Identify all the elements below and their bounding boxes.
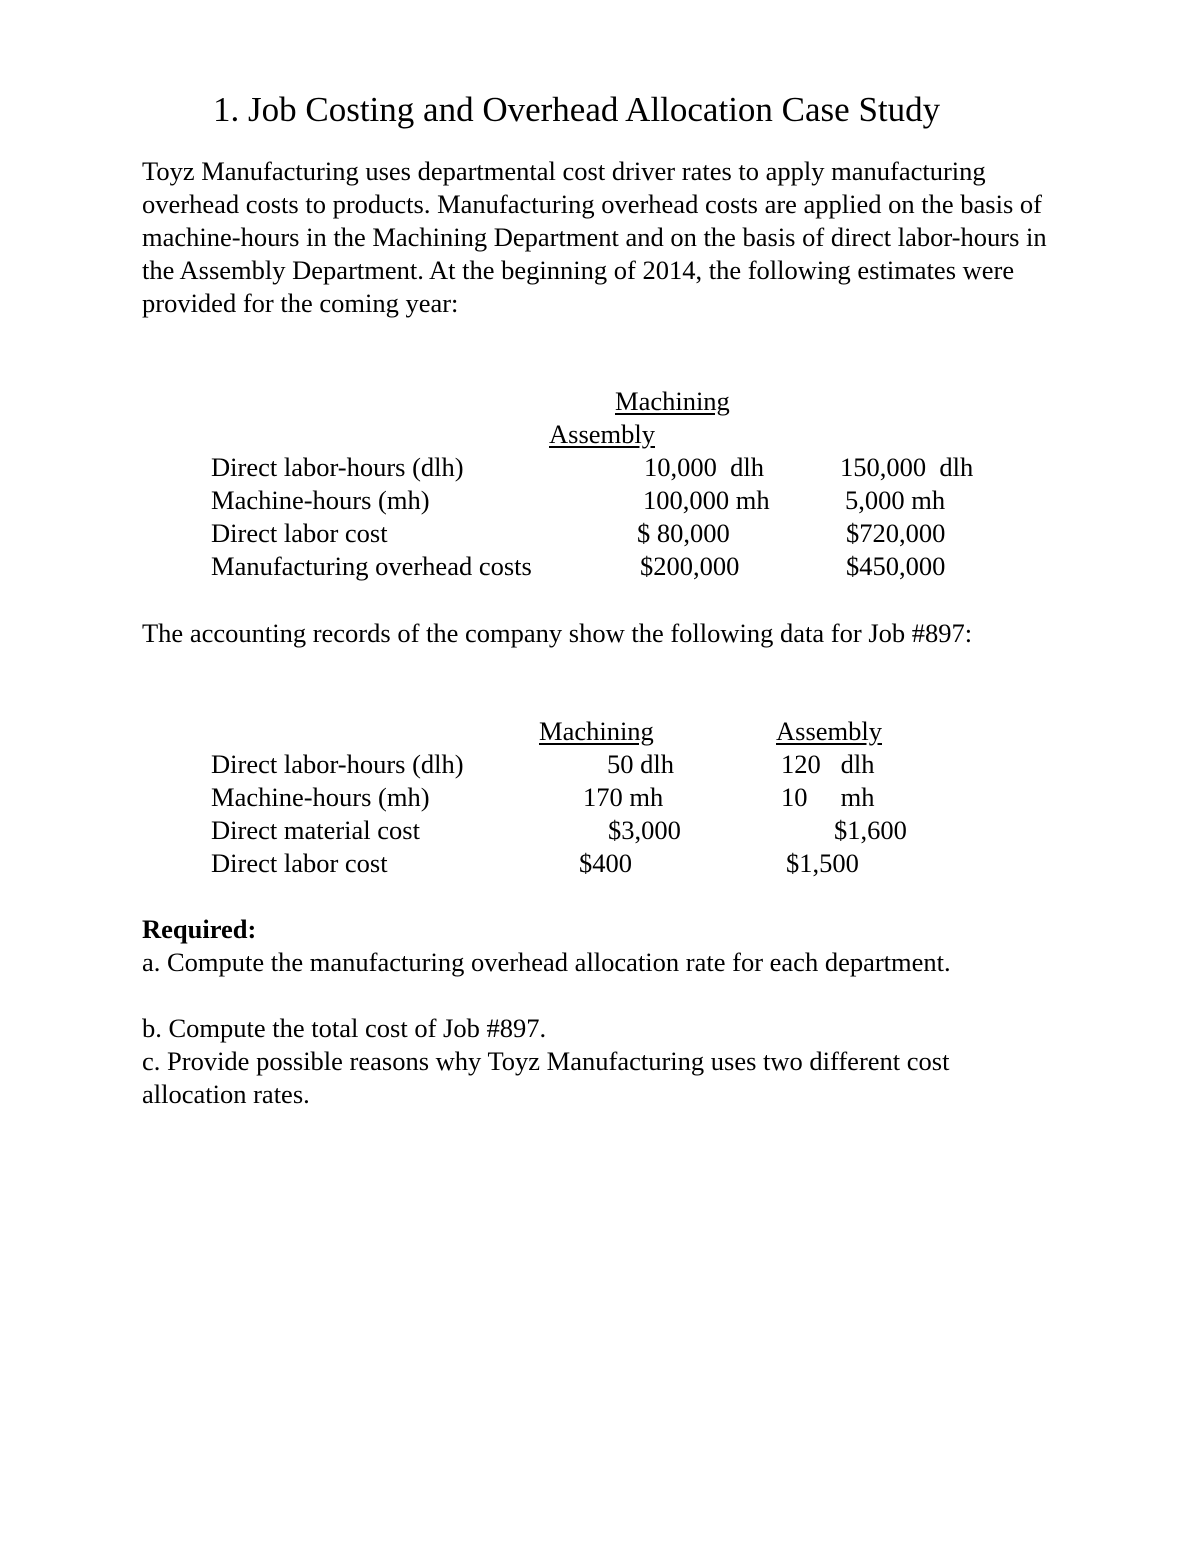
records-paragraph: The accounting records of the company show the following data for Job #897: (142, 618, 973, 648)
row-label: Direct labor-hours (dlh) (211, 452, 464, 482)
assembly-value: $450,000 (846, 551, 946, 581)
assembly-value: $1,600 (834, 815, 907, 845)
machining-value: 170 mh (583, 782, 664, 812)
row-label: Direct material cost (211, 815, 420, 845)
job-header-assembly: Assembly (776, 716, 882, 746)
row-label: Manufacturing overhead costs (211, 551, 532, 581)
required-heading: Required: (142, 914, 257, 944)
row-label: Machine-hours (mh) (211, 782, 430, 812)
required-item-b: b. Compute the total cost of Job #897. (142, 1013, 547, 1043)
required-item-a: a. Compute the manufacturing overhead allocation rate for each department. (142, 947, 951, 977)
assembly-value: $720,000 (846, 518, 946, 548)
assembly-value: 5,000 mh (845, 485, 946, 515)
assembly-value: 10 mh (781, 782, 875, 812)
assembly-value: 150,000 dlh (840, 452, 974, 482)
machining-value: $400 (579, 848, 632, 878)
machining-value: 10,000 dlh (644, 452, 764, 482)
machining-value: $200,000 (640, 551, 740, 581)
machining-value: $3,000 (608, 815, 681, 845)
row-label: Direct labor-hours (dlh) (211, 749, 464, 779)
machining-value: 50 dlh (607, 749, 674, 779)
assembly-value: $1,500 (786, 848, 859, 878)
job-header-machining: Machining (539, 716, 654, 746)
estimates-header-machining: Machining (615, 386, 730, 416)
row-label: Direct labor cost (211, 848, 388, 878)
row-label: Direct labor cost (211, 518, 388, 548)
required-item-c: c. Provide possible reasons why Toyz Manufacturing uses two different cost allocation rates. (142, 1046, 950, 1109)
assembly-value: 120 dlh (781, 749, 875, 779)
machining-value: $ 80,000 (637, 518, 730, 548)
estimates-header-assembly: Assembly (549, 419, 655, 449)
machining-value: 100,000 mh (643, 485, 770, 515)
row-label: Machine-hours (mh) (211, 485, 430, 515)
page-title: 1. Job Costing and Overhead Allocation Case Study (213, 90, 941, 129)
intro-paragraph: Toyz Manufacturing uses departmental cost driver rates to apply manufacturing overhead costs to products. Manufacturing overhead costs are applied on the basis of machine-hours in the Machining Department and on the basis of direct labor-hours in the Assembly Department. At the beginning of 2014, the following estimates were provided for the coming year: (142, 156, 1047, 318)
